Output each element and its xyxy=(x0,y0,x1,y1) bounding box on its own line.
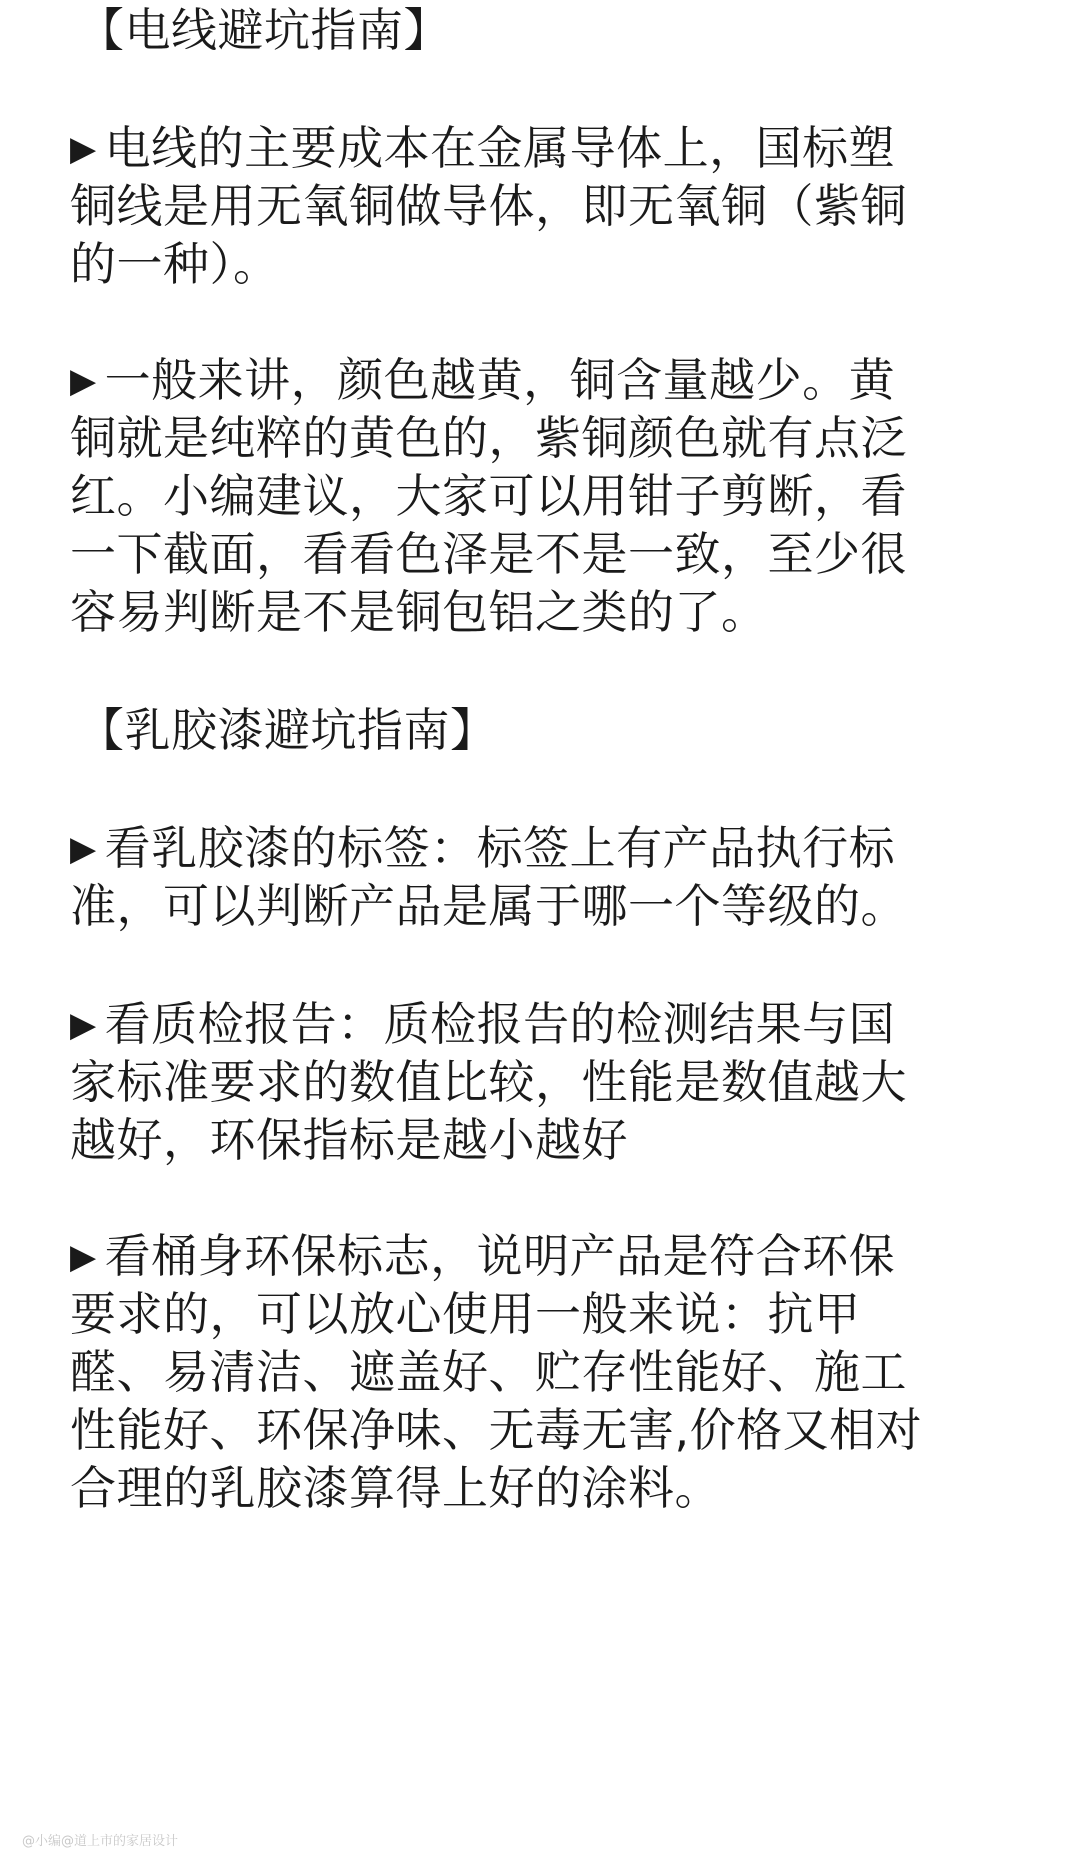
watermark: @小编@道上市的家居设计 xyxy=(22,1834,179,1849)
paragraph-text: 容易判断是不是铜包铝之类的了。 xyxy=(70,585,768,639)
play-arrow-icon: ▶ xyxy=(70,361,97,401)
bullet-line xyxy=(70,818,895,879)
paragraph-text: 要求的，可以放心使用一般来说：抗甲 xyxy=(70,1287,861,1341)
bullet-line xyxy=(70,350,895,411)
section-heading-paint: 【乳胶漆避坑指南】 xyxy=(78,703,497,757)
paragraph-text: 醛、易清洁、遮盖好、贮存性能好、施工 xyxy=(70,1345,907,1399)
bullet-line xyxy=(70,1226,895,1287)
paragraph-text: 准，可以判断产品是属于哪一个等级的。 xyxy=(70,879,907,933)
section-heading-wire: 【电线避坑指南】 xyxy=(78,3,450,57)
paragraph-text: 铜线是用无氧铜做导体，即无氧铜（紫铜 xyxy=(70,179,907,233)
paragraph-text: 铜就是纯粹的黄色的，紫铜颜色就有点泛 xyxy=(70,411,907,465)
play-arrow-icon: ▶ xyxy=(70,829,97,869)
paragraph-text: 看质检报告：质检报告的检测结果与国 xyxy=(104,997,896,1051)
paragraph-text: 红。小编建议，大家可以用钳子剪断，看 xyxy=(70,469,907,523)
bullet-line xyxy=(70,994,895,1055)
paragraph-text: 电线的主要成本在金属导体上，国标塑 xyxy=(104,121,896,175)
play-arrow-icon: ▶ xyxy=(70,129,97,169)
paragraph-text: 家标准要求的数值比较，性能是数值越大 xyxy=(70,1055,907,1109)
paragraph-text: 合理的乳胶漆算得上好的涂料。 xyxy=(70,1461,721,1515)
paragraph-text: 一下截面，看看色泽是不是一致，至少很 xyxy=(70,527,907,581)
paragraph-text: 越好，环保指标是越小越好 xyxy=(70,1113,628,1167)
paragraph-text: 的一种）。 xyxy=(70,237,280,291)
bullet-line xyxy=(70,118,895,179)
paragraph-text: 看桶身环保标志，说明产品是符合环保 xyxy=(104,1229,896,1283)
play-arrow-icon: ▶ xyxy=(70,1005,97,1045)
play-arrow-icon: ▶ xyxy=(70,1237,97,1277)
paragraph-text: 一般来讲，颜色越黄，铜含量越少。黄 xyxy=(104,353,896,407)
paragraph-text: 性能好、环保净味、无毒无害,价格又相对 xyxy=(70,1403,923,1457)
paragraph-text: 看乳胶漆的标签：标签上有产品执行标 xyxy=(104,821,896,875)
